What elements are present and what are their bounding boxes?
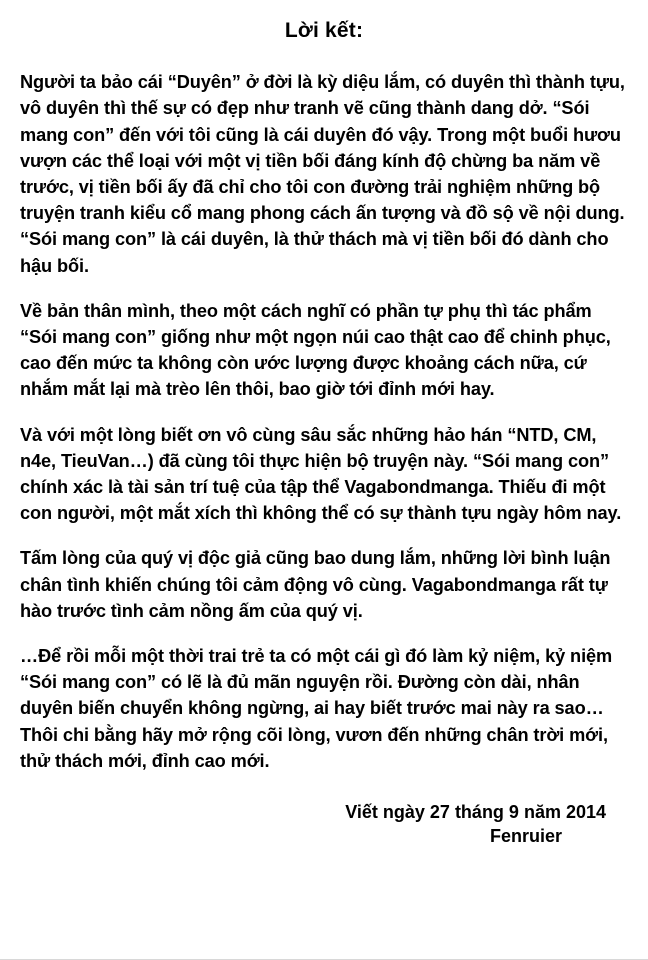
paragraph-4: Tấm lòng của quý vị độc giả cũng bao dung lắm, những lời bình luận chân tình khiến chúng tôi cảm động vô cùng. Vagabondmanga rất tự hào trước tình cảm nồng ấm của quý vị.	[20, 548, 611, 621]
signature-block	[20, 800, 628, 849]
paragraph-2: Về bản thân mình, theo một cách nghĩ có phần tự phụ thì tác phẩm “Sói mang con” giống như một ngọn núi cao thật cao để chinh phục, cao đến mức ta không còn ước lượng được khoảng cách nữa, cứ nhắm mắt lại mà trèo lên thôi, bao giờ tới đỉnh mới hay.	[20, 300, 611, 400]
paragraph-1: Người ta bảo cái “Duyên” ở đời là kỳ diệu lắm, có duyên thì thành tựu, vô duyên thì thế sự có đẹp như tranh vẽ cũng thành dang dở. “Sói mang con” đến với tôi cũng là cái duyên đó vậy. Trong một buổi hươu vượn các thể loại với một vị tiền bối đáng kính độ chừng ba năm về trước, vị tiền bối ấy đã chỉ cho tôi con đường trải nghiệm những bộ truyện tranh kiểu cổ mang phong cách ấn tượng và đồ sộ về nội dung. “Sói mang con” là cái duyên, là thử thách mà vị tiền bối đó dành cho hậu bối.	[20, 72, 625, 276]
signature-author: Fenruier	[489, 826, 562, 847]
document-body	[20, 69, 628, 774]
page-title: Lời kết:	[284, 19, 364, 42]
paragraph-5: …Để rồi mỗi một thời trai trẻ ta có một cái gì đó làm kỷ niệm, kỷ niệm “Sói mang con” có lẽ là đủ mãn nguyện rồi. Đường còn dài, nhân duyên biến chuyển không ngừng, ai hay biết trước mai này ra sao…Thôi chi bằng hãy mở rộng cõi lòng, vươn đến những chân trời mới, thử thách mới, đỉnh cao mới.	[20, 646, 613, 771]
signature-date: Viết ngày 27 tháng 9 năm 2014	[345, 802, 606, 823]
paragraph-3: Và với một lòng biết ơn vô cùng sâu sắc những hảo hán “NTD, CM, n4e, TieuVan…) đã cùng tôi thực hiện bộ truyện này. “Sói mang con” chính xác là tài sản trí tuệ của tập thể Vagabondmanga. Thiếu đi một con người, một mắt xích thì không thể có sự thành tựu ngày hôm nay.	[20, 424, 622, 524]
